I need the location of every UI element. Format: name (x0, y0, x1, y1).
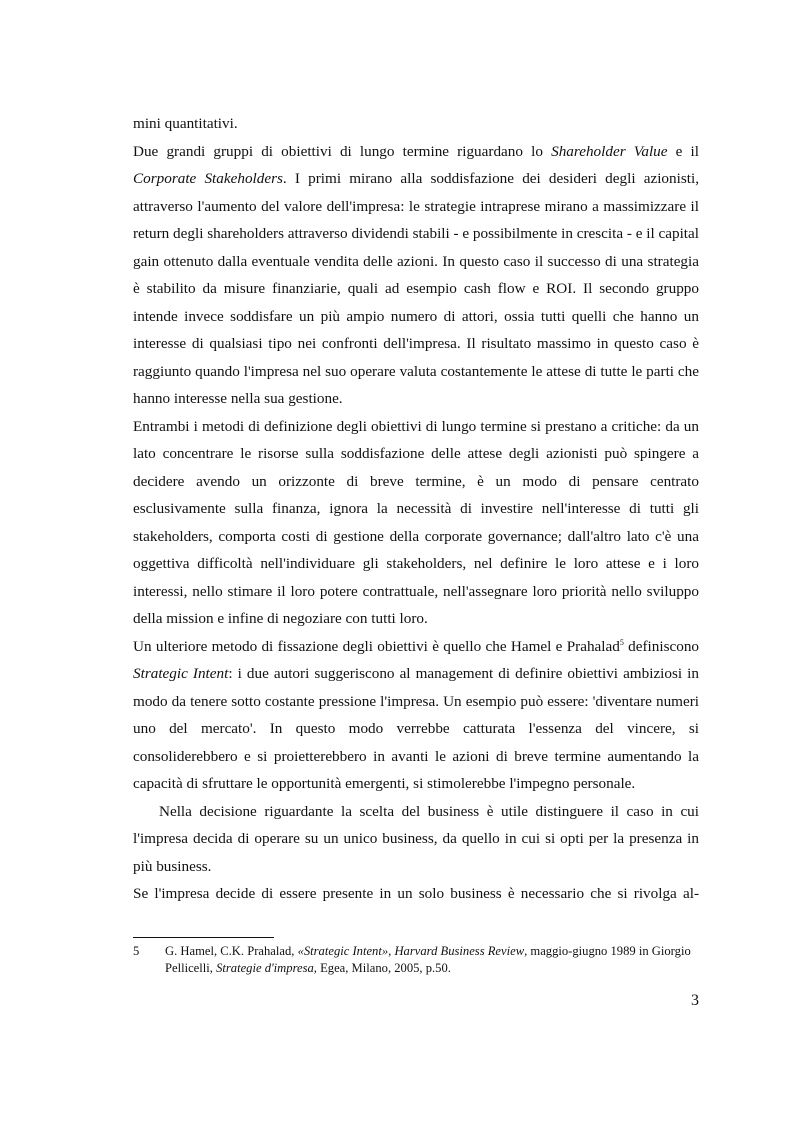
footnote-number: 5 (133, 944, 140, 958)
footnote (133, 943, 699, 977)
term-strategic-intent: Strategic Intent (133, 665, 229, 682)
page-body (133, 110, 699, 908)
footnote-divider (133, 937, 274, 938)
paragraph-4: Nella decisione riguardante la scelta del business è utile distinguere il caso in cui l'impresa decida di operare su un unico business, da quello in cui si opti per la presenza in più business. (133, 802, 699, 875)
paragraph-3: Un ulteriore metodo di fissazione degli obiettivi è quello che Hamel e Prahalad$^5$ definiscono Strategic Intent: i due autori suggeriscono al management di definire obiettivi ambiziosi in modo da tenere sotto costante pressione l'impresa. Un esempio può essere: 'diventare numeri uno del mercato'. In questo modo verrebbe catturata l'essenza del vincere, si consoliderebbero e si proietterebbero in avanti le azioni di breve termine aumentando la capacità di sfruttare le opportunità emergenti, si stimolerebbe l'impegno personale. (133, 637, 700, 792)
paragraph-1: Due grandi gruppi di obiettivi di lungo termine riguardano lo Shareholder Value e il Corporate Stakeholders. I primi mirano alla soddisfazione dei desideri degli azionisti, attraverso l'aumento del valore dell'impresa: le strategie intraprese mirano a massimizzare il return degli shareholders attraverso dividendi stabili - e possibilmente in crescita - e il capital gain ottenuto dalla eventuale vendita delle azioni. In questo caso il successo di una strategia è stabilito da misure finanziarie, quali ad esempio cash flow e ROI. Il secondo gruppo intende invece soddisfare un più ampio numero di attori, ossia tutti quelli che hanno un interesse di qualsiasi tipo nei confronti dell'impresa. Il risultato massimo in questo caso è raggiunto quando l'impresa nel suo operare valuta costantemente le attese di tutte le parti che hanno interesse nella sua gestione. (133, 142, 699, 407)
term-shareholder-value: Shareholder Value (551, 142, 668, 160)
footnote-text: G. Hamel, C.K. Prahalad, «Strategic Intent», Harvard Business Review, maggio-giugno 1989 in Giorgio Pellicelli, Strategie d'impresa, Egea, Milano, 2005, p.50. (165, 944, 691, 975)
term-corporate-stakeholders: Corporate Stakeholders (133, 170, 283, 187)
paragraph-0: mini quantitativi. (133, 115, 238, 132)
page-number: 3 (691, 992, 699, 1009)
paragraph-2: Entrambi i metodi di definizione degli obiettivi di lungo termine si prestano a critiche: da un lato concentrare le risorse sulla soddisfazione delle attese degli azionisti può spingere a decidere avendo un orizzonte di breve termine, è un modo di pensare centrato esclusivamente sulla finanza, ignora la necessità di investire nell'interesse di tutti gli stakeholders, comporta costi di gestione della corporate governance; dall'altro lato c'è una oggettiva difficoltà nell'individuare gli stakeholders, nel definire le loro attese e i loro interessi, nello stimare il loro potere contrattuale, nell'assegnare loro priorità nello sviluppo della mission e infine di negoziare con tutti loro. (133, 417, 699, 627)
paragraph-5: Se l'impresa decide di essere presente in un solo business è necessario che si rivolga al- (133, 885, 699, 902)
footnote-ref[interactable]: 5 (619, 637, 624, 647)
